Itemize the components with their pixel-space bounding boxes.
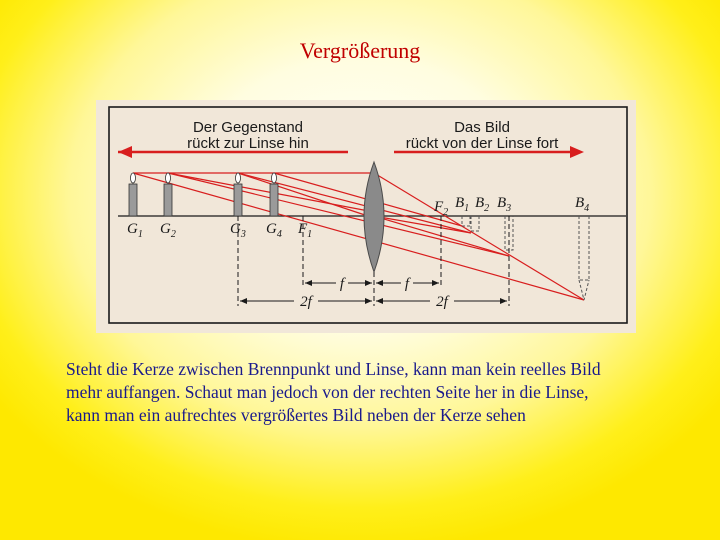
label-g3: $G_3$ [230,221,246,240]
candle-g2 [164,173,172,216]
label-b4: $B_4$ [575,195,590,214]
image-b2 [471,216,479,231]
lens-diagram-svg [96,100,636,333]
label-b2: $B_2$ [475,195,490,214]
label-b1: $B_1$ [455,195,470,214]
label-g4: $G_4$ [266,221,282,240]
caption-line-3: kann man ein aufrechtes vergrößertes Bild neben der Kerze sehen [66,405,526,425]
arrow-right-head [570,146,584,158]
candle-g4 [270,173,278,216]
label-f2: $F_2$ [434,199,449,218]
inverted-images [462,216,589,300]
arrow-left-head [118,146,132,158]
candle-g1 [129,173,137,216]
caption-line-2: mehr auffangen. Schaut man jedoch von der rechten Seite her in die Linse, [66,382,589,402]
dim-2f-left: 2f [300,294,312,310]
image-b4-flame [579,280,589,300]
label-g2: $G_2$ [160,221,176,240]
central-ray-1 [133,173,584,300]
central-ray-2 [168,173,512,256]
dim-f-right: f [404,276,410,292]
arrow-left-text-2: rückt zur Linse hin [187,135,309,152]
label-f1: $F_1$ [298,221,313,240]
candle-g3 [234,173,242,216]
arrow-left-text-1: Der Gegenstand [192,119,304,136]
arrow-right-text-2: rückt von der Linse fort [405,135,559,152]
image-b1 [462,216,470,226]
light-rays [133,173,584,300]
label-g1: $G_1$ [127,221,143,240]
image-b4 [579,216,589,280]
arrow-right-text-1: Das Bild [454,119,510,136]
caption-line-1: Steht die Kerze zwischen Brennpunkt und Linse, kann man kein reelles Bild [66,359,601,379]
caption-text [66,358,676,427]
lens-diagram [96,100,636,333]
converging-lens [364,162,384,272]
slide-title: Vergrößerung [299,38,421,63]
label-b3: $B_3$ [497,195,512,214]
dim-2f-right: 2f [436,294,448,310]
dim-f-left: f [339,276,345,292]
